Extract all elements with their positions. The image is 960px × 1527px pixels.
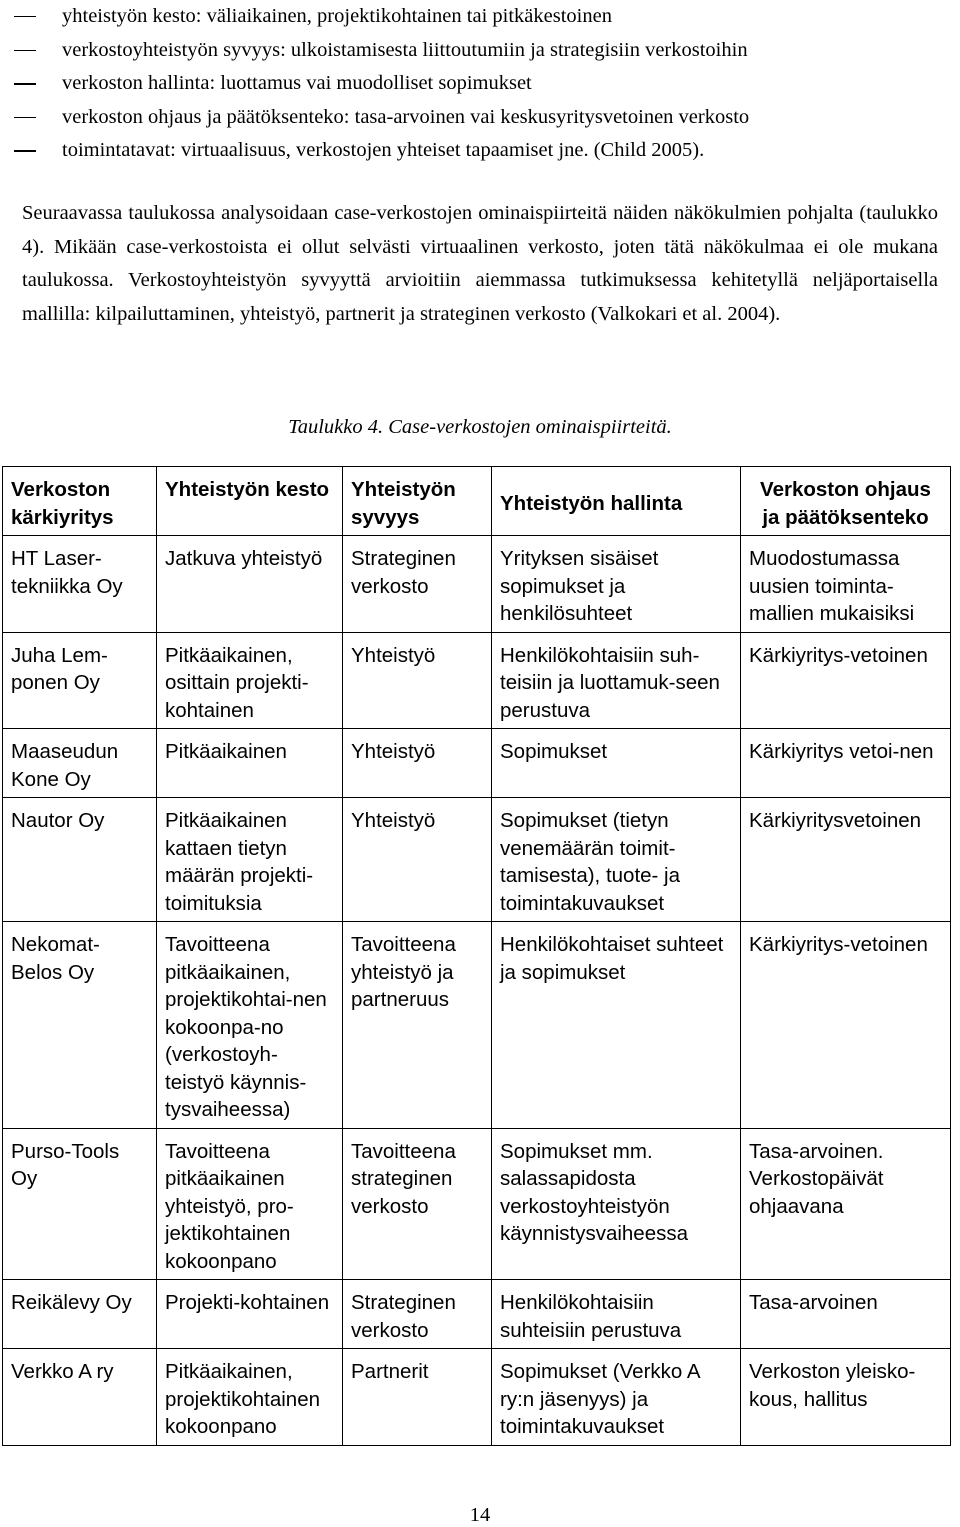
header-cell: Yhteistyön hallinta — [492, 467, 741, 536]
table-cell: Tasa-arvoinen — [741, 1280, 951, 1349]
table-cell: Pitkäaikainen — [157, 729, 343, 798]
body-paragraph: Seuraavassa taulukossa analysoidaan case-verkostojen ominaispiirteitä näiden näkökulmien pohjalta (taulukko 4). Mikään case-verkostoista ei ollut selvästi virtuaalinen verkosto, joten tätä näkökulmaa ei ole mukana taulukossa. Verkostoyhteistyön syvyyttä arvioitiin aiemmassa tutkimuksessa kehitetyllä neljäportaisella mallilla: kilpailuttaminen, yhteistyö, partnerit ja strateginen verkosto (Valkokari et al. 2004). — [22, 202, 938, 325]
table-caption: Taulukko 4. Case-verkostojen ominaispiirteitä. — [288, 416, 672, 438]
dash-icon — [14, 83, 36, 84]
table-cell: Kärkiyritys vetoi-nen — [741, 729, 951, 798]
dash-icon — [14, 117, 36, 118]
table-cell: Kärkiyritys-vetoinen — [741, 632, 951, 729]
table-cell: Kärkiyritys-vetoinen — [741, 922, 951, 1129]
table-cell: Tavoitteena pitkäaikainen, projektikohtai-nen kokoonpa-no (verkostoyh-teistyö käynnis-tysvaiheessa) — [157, 922, 343, 1129]
table-cell: Yhteistyö — [343, 632, 492, 729]
table-row — [3, 1280, 951, 1349]
table-cell: Nekomat-Belos Oy — [3, 922, 157, 1129]
table-cell: Partnerit — [343, 1349, 492, 1446]
table-cell: Tasa-arvoinen. Verkostopäivät ohjaavana — [741, 1128, 951, 1280]
table-cell: Purso-Tools Oy — [3, 1128, 157, 1280]
bullet-list — [14, 0, 944, 168]
table-row — [3, 729, 951, 798]
table-cell: Strateginen verkosto — [343, 1280, 492, 1349]
header-cell: Yhteistyön kesto — [157, 467, 343, 536]
dash-icon — [14, 16, 36, 17]
table-row — [3, 1128, 951, 1280]
table-cell: Pitkäaikainen, projektikohtainen kokoonpano — [157, 1349, 343, 1446]
table-cell: Sopimukset mm. salassapidosta verkostoyhteistyön käynnistysvaiheessa — [492, 1128, 741, 1280]
table-row — [3, 632, 951, 729]
table-cell: Maaseudun Kone Oy — [3, 729, 157, 798]
table-cell: Nautor Oy — [3, 798, 157, 922]
table-cell: Henkilökohtaisiin suhteisiin perustuva — [492, 1280, 741, 1349]
table-cell: Muodostumassa uusien toiminta-mallien mukaisiksi — [741, 536, 951, 633]
table-cell: Jatkuva yhteistyö — [157, 536, 343, 633]
table-cell: Tavoitteena strateginen verkosto — [343, 1128, 492, 1280]
page-number: 14 — [469, 1504, 491, 1526]
table-cell: Sopimukset (tietyn venemäärän toimit-tamisesta), tuote- ja toimintakuvaukset — [492, 798, 741, 922]
table-row — [3, 536, 951, 633]
dash-icon — [14, 150, 36, 151]
case-network-table — [2, 466, 951, 1446]
table-cell: Yrityksen sisäiset sopimukset ja henkilösuhteet — [492, 536, 741, 633]
table-cell: Strateginen verkosto — [343, 536, 492, 633]
table-cell: Reikälevy Oy — [3, 1280, 157, 1349]
header-cell: Verkoston ohjaus ja päätöksenteko — [741, 467, 951, 536]
bullet-item: toimintatavat: virtuaalisuus, verkostojen yhteiset tapaamiset jne. (Child 2005). — [14, 134, 944, 168]
table-row — [3, 1349, 951, 1446]
table-cell: Henkilökohtaisiin suh-teisiin ja luottamuk-seen perustuva — [492, 632, 741, 729]
dash-icon — [14, 50, 36, 51]
table-cell: Sopimukset (Verkko A ry:n jäsenyys) ja toimintakuvaukset — [492, 1349, 741, 1446]
header-cell: Verkoston kärkiyritys — [3, 467, 157, 536]
bullet-item: yhteistyön kesto: väliaikainen, projektikohtainen tai pitkäkestoinen — [14, 0, 944, 34]
table-cell: Yhteistyö — [343, 729, 492, 798]
table-row — [3, 798, 951, 922]
bullet-item: verkostoyhteistyön syvyys: ulkoistamisesta liittoutumiin ja strategisiin verkostoihin — [14, 34, 944, 68]
table-row — [3, 922, 951, 1129]
table-cell: Verkko A ry — [3, 1349, 157, 1446]
table-cell: Pitkäaikainen kattaen tietyn määrän projekti-toimituksia — [157, 798, 343, 922]
table-cell: Tavoitteena pitkäaikainen yhteistyö, pro-jektikohtainen kokoonpano — [157, 1128, 343, 1280]
table-cell: HT Laser-tekniikka Oy — [3, 536, 157, 633]
bullet-item: verkoston hallinta: luottamus vai muodolliset sopimukset — [14, 67, 944, 101]
table-cell: Tavoitteena yhteistyö ja partneruus — [343, 922, 492, 1129]
table-cell: Sopimukset — [492, 729, 741, 798]
table-cell: Pitkäaikainen, osittain projekti-kohtainen — [157, 632, 343, 729]
table-cell: Henkilökohtaiset suhteet ja sopimukset — [492, 922, 741, 1129]
table-cell: Projekti-kohtainen — [157, 1280, 343, 1349]
header-cell: Yhteistyön syvyys — [343, 467, 492, 536]
table-cell: Verkoston yleisko-kous, hallitus — [741, 1349, 951, 1446]
bullet-item: verkoston ohjaus ja päätöksenteko: tasa-arvoinen vai keskusyritysvetoinen verkosto — [14, 101, 944, 135]
table-cell: Juha Lem-ponen Oy — [3, 632, 157, 729]
table-cell: Kärkiyritysvetoinen — [741, 798, 951, 922]
table-cell: Yhteistyö — [343, 798, 492, 922]
table-header-row — [3, 467, 951, 536]
